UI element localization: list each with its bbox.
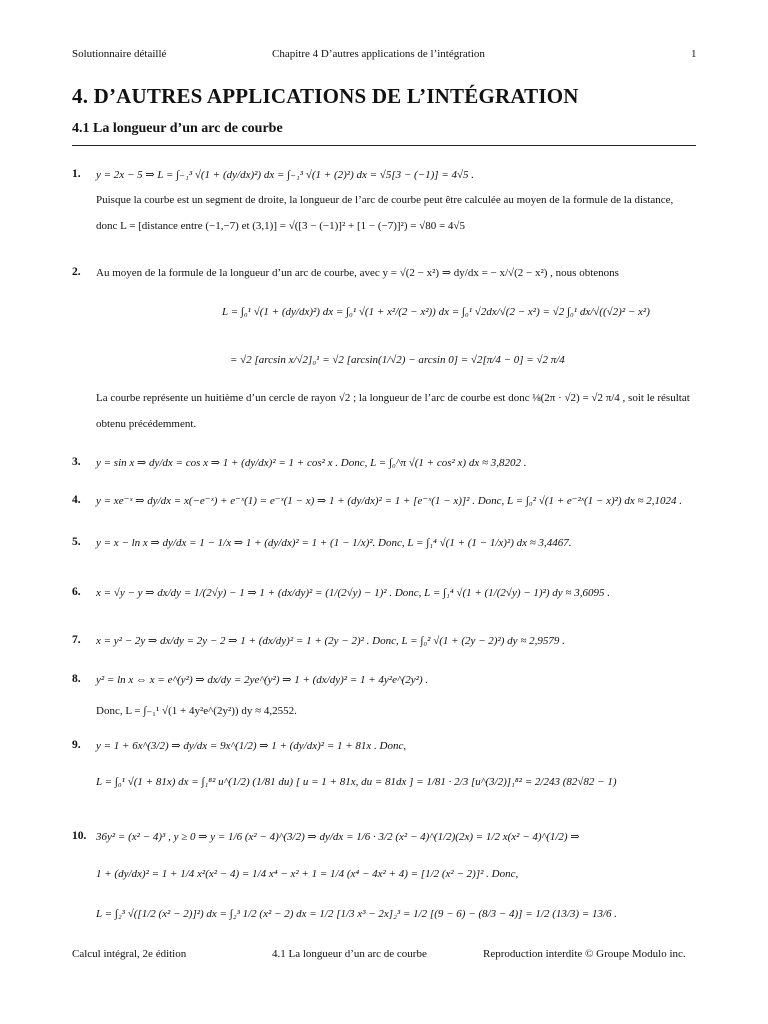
exercise-number: 3. <box>72 456 81 468</box>
exercise-line: L = ∫₀¹ √(1 + (dy/dx)²) dx = ∫₀¹ √(1 + x²/(2 − x²)) dx = ∫₀¹ √2dx/√(2 − x²) = √2 ∫₀¹ dx/√((√2)² − x²) <box>222 306 650 318</box>
exercise-line: x = √y − y ⇒ dx/dy = 1/(2√y) − 1 ⇒ 1 + (dx/dy)² = (1/(2√y) − 1)² . Donc, L = ∫₁⁴ √(1 + (1/(2√y) − 1)²) dy ≈ 3,6095 . <box>96 587 610 599</box>
header-page-number: 1 <box>691 48 697 60</box>
exercise-line: Au moyen de la formule de la longueur d’un arc de courbe, avec y = √(2 − x²) ⇒ dy/dx = − x/√(2 − x²) , nous obtenons <box>96 267 619 279</box>
exercise-number: 8. <box>72 673 81 685</box>
exercise-line: obtenu précédemment. <box>96 418 197 430</box>
exercise-number: 4. <box>72 494 81 506</box>
exercise-number: 10. <box>72 830 87 842</box>
exercise-number: 1. <box>72 168 81 180</box>
exercise-line: x = y² − 2y ⇒ dx/dy = 2y − 2 ⇒ 1 + (dx/dy)² = 1 + (2y − 2)² . Donc, L = ∫₀² √(1 + (2y − 2)²) dy ≈ 2,9579 . <box>96 635 565 647</box>
exercise-number: 6. <box>72 586 81 598</box>
exercise-line: 1 + (dy/dx)² = 1 + 1/4 x²(x² − 4) = 1/4 x⁴ − x² + 1 = 1/4 (x⁴ − 4x² + 4) = [1/2 (x² − 2)]² . Donc, <box>96 868 519 880</box>
header-chapter: Chapitre 4 D’autres applications de l’intégration <box>272 48 485 60</box>
footer-section: 4.1 La longueur d’un arc de courbe <box>272 948 427 960</box>
exercise-line: y = 2x − 5 ⇒ L = ∫₋₁³ √(1 + (dy/dx)²) dx = ∫₋₁³ √(1 + (2)²) dx = √5[3 − (−1)] = 4√5 . <box>96 169 475 181</box>
exercise-number: 2. <box>72 266 81 278</box>
exercise-number: 5. <box>72 536 81 548</box>
exercise-line: La courbe représente un huitième d’un cercle de rayon √2 ; la longueur de l’arc de courbe est donc ⅛(2π · √2) = √2 π/4 , soit le résultat <box>96 392 690 404</box>
page-title: 4. D’AUTRES APPLICATIONS DE L’INTÉGRATION <box>72 84 579 108</box>
section-divider <box>72 145 696 146</box>
exercise-line: L = ∫₀¹ √(1 + 81x) dx = ∫₁⁸² u^(1/2) (1/81 du) [ u = 1 + 81x, du = 81dx ] = 1/81 · 2/3 [u^(3/2)]₁⁸² = 2/243 (82√82 − 1) <box>96 776 617 788</box>
exercise-line: Donc, L = ∫₋₁¹ √(1 + 4y²e^(2y²)) dy ≈ 4,2552. <box>96 705 297 717</box>
footer-left: Calcul intégral, 2e édition <box>72 948 187 960</box>
exercise-number: 7. <box>72 634 81 646</box>
exercise-line: y = xe⁻ˣ ⇒ dy/dx = x(−e⁻ˣ) + e⁻ˣ(1) = e⁻ˣ(1 − x) ⇒ 1 + (dy/dx)² = 1 + [e⁻ˣ(1 − x)]² . Donc, L = ∫₀² √(1 + e⁻²ˣ(1 − x)²) dx ≈ 2,1024 . <box>96 495 682 507</box>
exercise-line: y = sin x ⇒ dy/dx = cos x ⇒ 1 + (dy/dx)² = 1 + cos² x . Donc, L = ∫₀^π √(1 + cos² x) dx ≈ 3,8202 . <box>96 457 527 469</box>
exercise-line: y = x − ln x ⇒ dy/dx = 1 − 1/x ⇒ 1 + (dy/dx)² = 1 + (1 − 1/x)². Donc, L = ∫₁⁴ √(1 + (1 − 1/x)²) dx ≈ 3,4467. <box>96 537 572 549</box>
exercise-line: = √2 [arcsin x/√2]₀¹ = √2 [arcsin(1/√2) − arcsin 0] = √2[π/4 − 0] = √2 π/4 <box>230 354 565 366</box>
section-title: 4.1 La longueur d’un arc de courbe <box>72 121 283 136</box>
exercise-line: 36y² = (x² − 4)³ , y ≥ 0 ⇒ y = 1/6 (x² − 4)^(3/2) ⇒ dy/dx = 1/6 · 3/2 (x² − 4)^(1/2)(2x) = 1/2 x(x² − 4)^(1/2) ⇒ <box>96 831 580 843</box>
exercise-line: y² = ln x ⇔ x = e^(y²) ⇒ dx/dy = 2ye^(y²) ⇒ 1 + (dx/dy)² = 1 + 4y²e^(2y²) . <box>96 674 429 686</box>
header-left: Solutionnaire détaillé <box>72 48 167 60</box>
exercise-line: donc L = [distance entre (−1,−7) et (3,1)] = √([3 − (−1)]² + [1 − (−7)]²) = √80 = 4√5 <box>96 220 465 232</box>
exercise-line: L = ∫₂³ √([1/2 (x² − 2)]²) dx = ∫₂³ 1/2 (x² − 2) dx = 1/2 [1/3 x³ − 2x]₂³ = 1/2 [(9 − 6) − (8/3 − 4)] = 1/2 (13/3) = 13/6 . <box>96 908 618 920</box>
exercise-number: 9. <box>72 739 81 751</box>
exercise-line: Puisque la courbe est un segment de droite, la longueur de l’arc de courbe peut être calculée au moyen de la formule de la distance, <box>96 194 674 206</box>
exercise-line: y = 1 + 6x^(3/2) ⇒ dy/dx = 9x^(1/2) ⇒ 1 + (dy/dx)² = 1 + 81x . Donc, <box>96 740 407 752</box>
footer-copyright: Reproduction interdite © Groupe Modulo inc. <box>483 948 686 960</box>
